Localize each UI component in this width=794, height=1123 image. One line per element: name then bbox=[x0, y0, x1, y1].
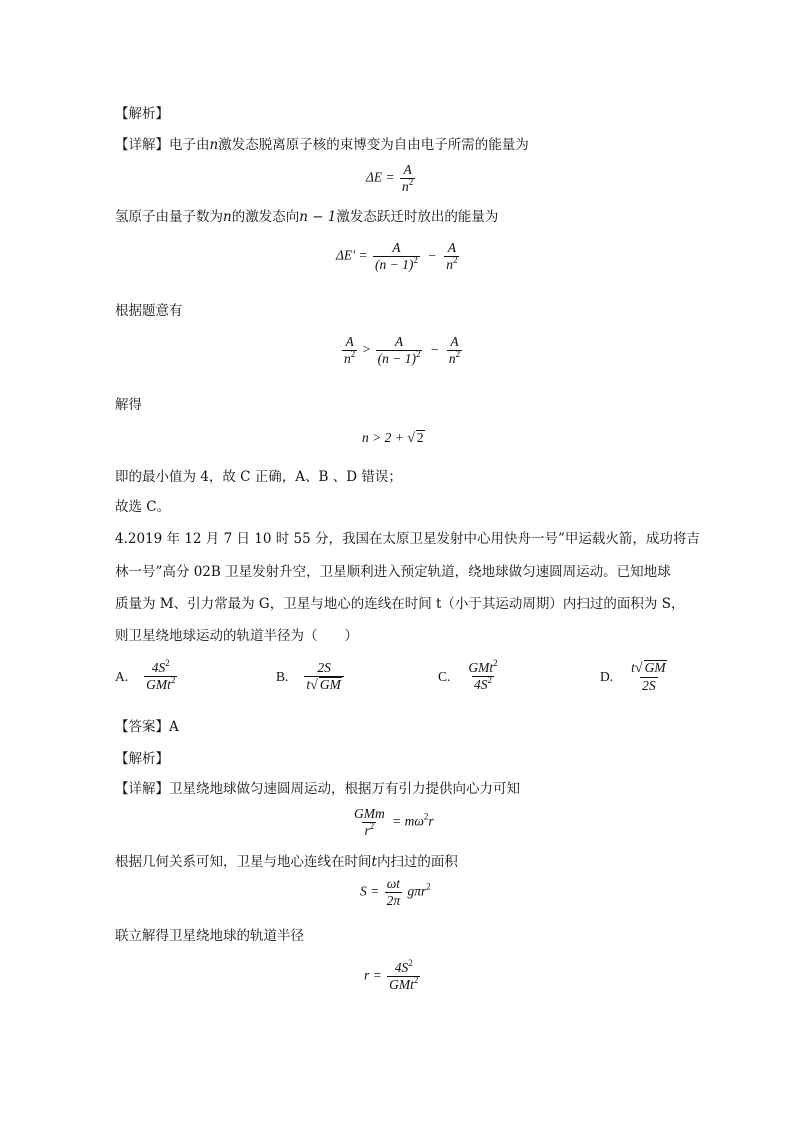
eq1-den: n bbox=[402, 179, 409, 194]
combine-line: 联立解得卫星绕地球的轨道半径 bbox=[115, 928, 304, 944]
eq7-num-exp: 2 bbox=[408, 958, 413, 968]
eq1-num: A bbox=[403, 162, 412, 177]
eq5-den: r bbox=[364, 823, 370, 838]
option-d-label: D. bbox=[600, 669, 614, 684]
eq2-exp2: 2 bbox=[452, 255, 458, 265]
eq6-fraction bbox=[385, 876, 403, 909]
option-a-den: GMt bbox=[146, 677, 171, 692]
option-a-den-exp: 2 bbox=[170, 675, 176, 685]
eq6-den: 2π bbox=[386, 893, 401, 908]
eq1-lhs: ΔE = bbox=[366, 169, 395, 185]
section-heading-analysis: 【解析】 bbox=[115, 106, 169, 122]
geometry-text-a: 根据几何关系可知，卫星与地心连线在时间 bbox=[115, 854, 372, 870]
eq3-gt: > bbox=[362, 341, 371, 357]
eq1-fraction bbox=[400, 162, 415, 195]
eq3-num0: A bbox=[345, 334, 354, 349]
sqrt-icon: √ bbox=[634, 661, 643, 676]
option-d[interactable] bbox=[600, 660, 671, 694]
detail-line-1 bbox=[115, 136, 529, 154]
transition-line bbox=[115, 208, 498, 226]
eq2-num1: A bbox=[392, 240, 401, 255]
eq4-radicand: 2 bbox=[416, 430, 424, 445]
question4-line-3: 质量为 M、引力常最为 G，卫星与地心的连线在时间 t（小于其运动周期）内扫过的面积为 S， bbox=[115, 596, 685, 612]
option-c-num-exp: 2 bbox=[493, 658, 498, 668]
option-d-num-t: t bbox=[631, 660, 635, 675]
eq2-fraction-1 bbox=[373, 240, 420, 273]
eq3-den1: (n − 1) bbox=[377, 351, 416, 366]
eq3-exp0: 2 bbox=[350, 349, 356, 359]
eq6-num: ωt bbox=[386, 876, 401, 891]
question4-line-1: 4.2019 年 12 月 7 日 10 时 55 分，我国在太原卫星发射中心用快舟一号”甲运载火箭，成功将吉 bbox=[115, 531, 700, 547]
equation-energy-ionize bbox=[366, 162, 417, 195]
eq3-num1: A bbox=[394, 334, 404, 349]
option-a-num: 4S bbox=[151, 660, 166, 675]
option-c-den: 4S bbox=[474, 677, 488, 692]
eq2-fraction-2 bbox=[444, 240, 459, 273]
section-heading-analysis-2: 【解析】 bbox=[115, 751, 169, 767]
eq5-rhs-exp: 2 bbox=[423, 811, 429, 822]
eq5-fraction bbox=[352, 806, 387, 839]
answer-line: 【答案】A bbox=[115, 719, 179, 735]
equation-energy-transition bbox=[336, 240, 461, 273]
detail-prefix: 【详解】电子由 bbox=[115, 137, 210, 153]
equation-solution bbox=[362, 430, 425, 447]
eq2-exp1: 2 bbox=[413, 255, 418, 265]
equation-inequality bbox=[340, 334, 464, 367]
equation-gravity bbox=[350, 806, 434, 839]
transition-var-n-minus-1: n − 1 bbox=[299, 209, 337, 225]
eq3-fraction-1 bbox=[376, 334, 423, 367]
eq3-den2: n bbox=[448, 351, 456, 366]
option-b-den-radicand: GM bbox=[319, 677, 341, 692]
eq2-den1: (n − 1) bbox=[374, 257, 414, 272]
option-c-num: GMt bbox=[468, 660, 494, 675]
eq6-rhs: gπr bbox=[407, 883, 427, 899]
eq2-lhs: ΔE′ = bbox=[336, 247, 368, 263]
detail-line-2: 【详解】卫星绕地球做匀速圆周运动，根据万有引力提供向心力可知 bbox=[115, 781, 520, 797]
sqrt-icon: √ bbox=[310, 678, 318, 693]
option-b-den-t: t bbox=[306, 677, 311, 692]
eq3-fraction-0 bbox=[342, 334, 357, 367]
eq3-minus: − bbox=[430, 341, 439, 357]
eq7-den: GMt bbox=[389, 977, 414, 992]
geometry-line bbox=[115, 853, 458, 871]
option-b-num: 2S bbox=[317, 660, 331, 675]
transition-text-c: 激发态跃迁时放出的能量为 bbox=[336, 209, 499, 225]
option-c-fraction bbox=[466, 660, 499, 693]
transition-text-b: 的激发态向 bbox=[231, 209, 300, 225]
eq7-fraction bbox=[387, 960, 420, 993]
eq3-num2: A bbox=[450, 334, 459, 349]
question4-line-4: 则卫星绕地球运动的轨道半径为（ ） bbox=[115, 628, 358, 644]
geometry-text-b: 内扫过的面积 bbox=[376, 854, 458, 870]
option-a-num-exp: 2 bbox=[165, 658, 170, 668]
equation-radius bbox=[364, 960, 422, 993]
eq1-exp: 2 bbox=[408, 177, 414, 187]
option-b-label: B. bbox=[276, 669, 289, 684]
eq2-minus: − bbox=[428, 247, 436, 263]
option-b-fraction bbox=[304, 660, 343, 694]
option-d-den: 2S bbox=[642, 678, 656, 693]
eq7-num: 4S bbox=[394, 960, 409, 975]
option-c-den-exp: 2 bbox=[487, 675, 493, 685]
equation-area bbox=[360, 876, 431, 909]
eq3-exp1: 2 bbox=[415, 349, 421, 359]
option-a-label: A. bbox=[115, 668, 129, 684]
eq2-den2: n bbox=[446, 257, 453, 272]
solve-line: 解得 bbox=[115, 397, 142, 413]
option-b[interactable] bbox=[276, 660, 346, 694]
detail-rest: 激发态脱离原子核的束博变为自由电子所需的能量为 bbox=[218, 137, 529, 153]
option-d-num-radicand: GM bbox=[644, 660, 666, 675]
eq2-num2: A bbox=[447, 240, 456, 255]
choose-line: 故选 C。 bbox=[115, 499, 171, 515]
geometry-var-t: t bbox=[371, 854, 377, 870]
eq3-den0: n bbox=[344, 351, 351, 366]
option-c-label: C. bbox=[438, 668, 451, 684]
option-a-fraction bbox=[144, 660, 177, 693]
eq6-lhs: S = bbox=[360, 883, 380, 899]
question4-line-2: 林一号”高分 02B 卫星发射升空，卫星顺利进入预定轨道，绕地球做匀速圆周运动。已知地球 bbox=[115, 564, 671, 580]
eq3-exp2: 2 bbox=[455, 349, 461, 359]
eq5-rhs: = mω bbox=[392, 813, 424, 829]
eq5-den-exp: 2 bbox=[369, 821, 375, 831]
option-a[interactable] bbox=[115, 660, 179, 693]
option-c[interactable] bbox=[438, 660, 502, 693]
eq7-lhs: r = bbox=[364, 967, 382, 983]
transition-var-n: n bbox=[223, 209, 232, 225]
transition-text-a: 氢原子由量子数为 bbox=[115, 209, 223, 225]
eq7-den-exp: 2 bbox=[413, 975, 419, 985]
sqrt-icon: √ bbox=[407, 431, 415, 446]
var-n: n bbox=[209, 137, 219, 153]
eq5-num: GMm bbox=[354, 806, 385, 821]
eq4-text: n > 2 + bbox=[362, 430, 404, 445]
by-question-line: 根据题意有 bbox=[115, 303, 183, 319]
eq5-rhs-tail: r bbox=[428, 813, 434, 829]
option-d-fraction bbox=[629, 660, 668, 694]
eq3-fraction-2 bbox=[447, 334, 462, 367]
conclusion-line: 即的最小值为 4，故 C 正确，A、B 、D 错误； bbox=[115, 469, 402, 485]
eq6-rhs-exp: 2 bbox=[426, 881, 431, 892]
